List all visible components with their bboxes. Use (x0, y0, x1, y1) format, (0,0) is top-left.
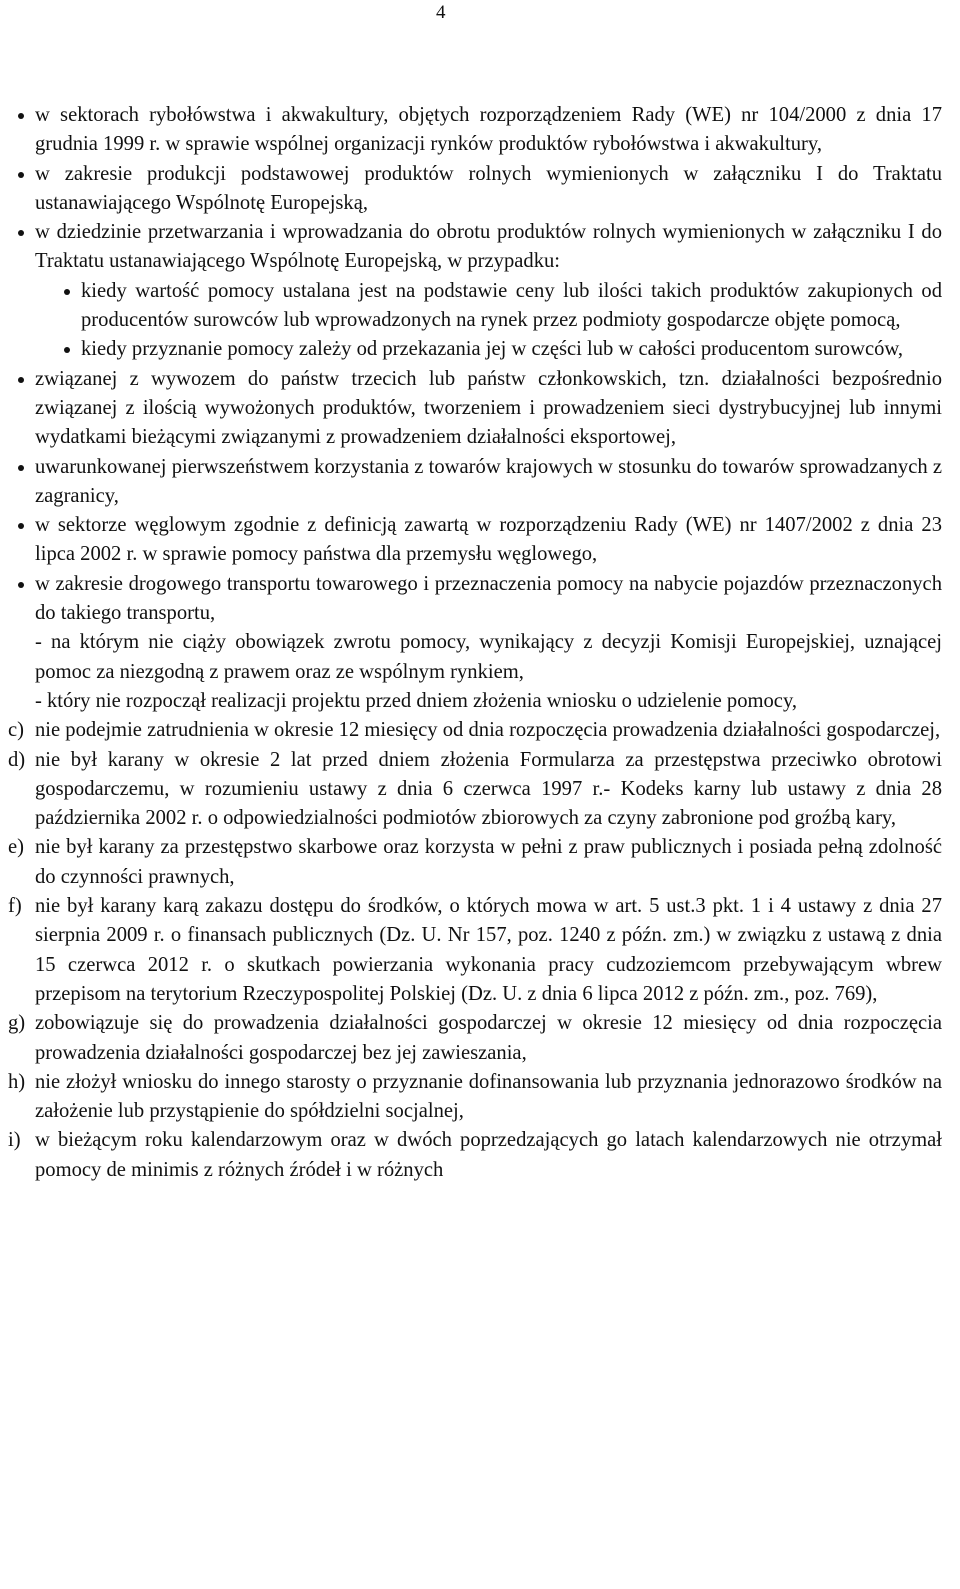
item-text: uwarunkowanej pierwszeństwem korzystania z towarów krajowych w stosunku do towarów sprowadzanych z zagranicy, (35, 455, 942, 507)
bullet-icon (64, 289, 70, 295)
item-text: nie był karany za przestępstwo skarbowe oraz korzysta w pełni z praw publicznych i posiada pełną zdolność do czynności prawnych, (35, 836, 942, 888)
dash-paragraph (8, 687, 942, 716)
item-text: kiedy wartość pomocy ustalana jest na podstawie ceny lub ilości takich produktów zakupionych od producentów surowców lub wprowadzonych na rynek przez podmioty gospodarcze objęte pomocą, (81, 279, 942, 332)
item-text: w bieżącym roku kalendarzowym oraz w dwóch poprzedzających go latach kalendarzowych nie otrzymał pomocy de minimis z różnych źródeł i w różnych (35, 1129, 942, 1181)
lettered-item-i (8, 1126, 942, 1185)
page-number: 4 (436, 2, 446, 23)
item-letter: f) (8, 895, 22, 918)
lettered-item-e (8, 833, 942, 892)
lettered-item-g (8, 1009, 942, 1068)
lettered-item-f (8, 892, 942, 1009)
item-text: w dziedzinie przetwarzania i wprowadzania do obrotu produktów rolnych wymienionych w załączniku I do Traktatu ustanawiającego Wspólnotę Europejską, w przypadku: (35, 221, 942, 273)
item-text: - który nie rozpoczął realizacji projektu przed dniem złożenia wniosku o udzielenie pomocy, (35, 689, 798, 712)
item-letter: h) (8, 1070, 26, 1093)
item-letter: d) (8, 748, 26, 771)
list-item (8, 365, 942, 453)
item-text: nie był karany karą zakazu dostępu do środków, o których mowa w art. 5 ust.3 pkt. 1 i 4 ustawy z dnia 27 sierpnia 2009 r. o finansach publicznych (Dz. U. Nr 157, poz. 1240 z późn. zm.) w związku z ustawą z dnia 15 czerwca 2012 r. o skutkach powierzania wykonania pracy cudzoziemcom przebywającym wbrew przepisom na terytorium Rzeczypospolitej Polskiej (Dz. U. z dnia 6 lipca 2012 z późn. zm., poz. 769), (35, 895, 942, 1005)
item-text: w sektorach rybołówstwa i akwakultury, objętych rozporządzeniem Rady (WE) nr 104/2000 z dnia 17 grudnia 1999 r. w sprawie wspólnej organizacji rynków produktów rybołówstwa i akwakultury, (35, 104, 942, 156)
item-text: zobowiązuje się do prowadzenia działalności gospodarczej w okresie 12 miesięcy od dnia rozpoczęcia prowadzenia działalności gospodarczej bez jej zawieszania, (35, 1012, 942, 1064)
item-text: nie złożył wniosku do innego starosty o przyznanie dofinansowania lub przyznania jednorazowo środków na założenie lub przystąpienie do spółdzielni socjalnej, (35, 1070, 942, 1123)
list-item (8, 160, 942, 219)
bullet-icon (18, 172, 24, 178)
bullet-icon (18, 113, 24, 119)
bullet-icon (18, 465, 24, 471)
item-text: nie podejmie zatrudnienia w okresie 12 miesięcy od dnia rozpoczęcia prowadzenia działalności gospodarczej, (35, 719, 941, 742)
lettered-item-d (8, 746, 942, 834)
list-item (8, 453, 942, 512)
list-item (8, 101, 942, 160)
sub-list-item (8, 335, 942, 364)
item-text: w zakresie drogowego transportu towarowego i przeznaczenia pomocy na nabycie pojazdów przeznaczonych do takiego transportu, (35, 572, 942, 625)
item-text: w zakresie produkcji podstawowej produktów rolnych wymienionych w załączniku I do Traktatu ustanawiającego Wspólnotę Europejską, (35, 162, 942, 214)
lettered-item-h (8, 1068, 942, 1127)
item-letter: e) (8, 836, 24, 859)
sub-list-item (8, 277, 942, 336)
bullet-icon (18, 377, 24, 383)
bullet-icon (18, 582, 24, 588)
bullet-icon (18, 523, 24, 529)
bullet-icon (18, 230, 24, 236)
item-letter: g) (8, 1012, 26, 1035)
list-item (8, 570, 942, 629)
lettered-item-c (8, 716, 942, 745)
document-body (8, 101, 942, 1185)
bullet-icon (64, 347, 70, 353)
item-letter: i) (8, 1129, 21, 1152)
item-text: - na którym nie ciąży obowiązek zwrotu pomocy, wynikający z decyzji Komisji Europejskiej, uznającej pomoc za niezgodną z prawem oraz ze wspólnym rynkiem, (35, 631, 942, 683)
item-text: w sektorze węglowym zgodnie z definicją zawartą w rozporządzeniu Rady (WE) nr 1407/2002 z dnia 23 lipca 2002 r. w sprawie pomocy państwa dla przemysłu węglowego, (35, 514, 942, 566)
dash-paragraph (8, 628, 942, 687)
list-item (8, 218, 942, 277)
item-text: nie był karany w okresie 2 lat przed dniem złożenia Formularza za przestępstwa przeciwko obrotowi gospodarczemu, w rozumieniu ustawy z dnia 6 czerwca 1997 r.- Kodeks karny lub ustawy z dnia 28 października 2002 r. o odpowiedzialności podmiotów zbiorowych za czyny zabronione pod groźbą kary, (35, 748, 942, 830)
item-letter: c) (8, 719, 24, 742)
item-text: kiedy przyznanie pomocy zależy od przekazania jej w części lub w całości producentom surowców, (81, 338, 904, 361)
item-text: związanej z wywozem do państw trzecich lub państw członkowskich, tzn. działalności bezpośrednio związanej z ilością wywożonych produktów, tworzeniem i prowadzeniem sieci dystrybucyjnej lub innymi wydatkami bieżącymi związanymi z prowadzeniem działalności eksportowej, (35, 367, 942, 449)
list-item (8, 511, 942, 570)
